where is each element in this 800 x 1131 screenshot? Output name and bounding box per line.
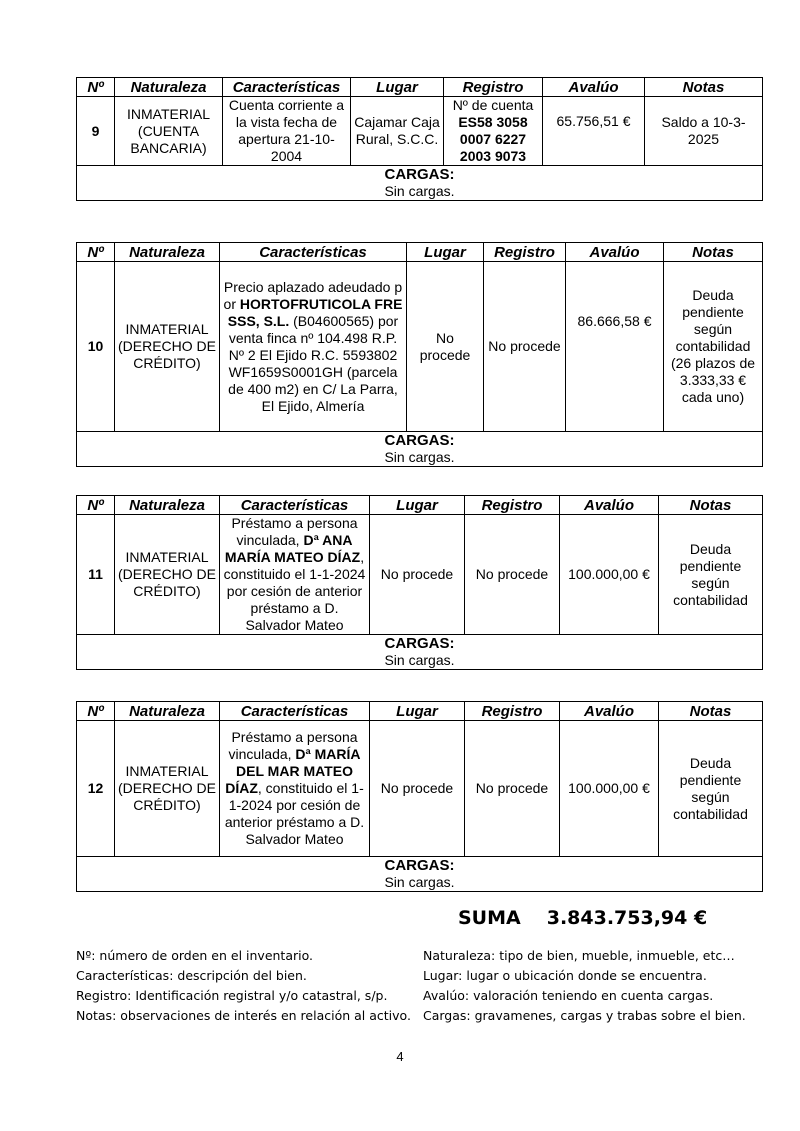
header-caracteristicas: Características [223, 78, 351, 97]
header-avaluo: Avalúo [560, 702, 659, 721]
entry-lugar: Cajamar Caja Rural, S.C.C. [351, 97, 444, 166]
car-text-post: , constituido el 1-1-2024 por cesión de anterior préstamo a D. Salvador Mateo [224, 780, 365, 847]
legend-item: Avalúo: valoración teniendo en cuenta cargas. [423, 988, 714, 1003]
account-number: ES58 3058 0007 6227 2003 9073 [458, 114, 528, 164]
debtor-name: HORTOFRUTICOLA FRESSS, S.L. [227, 295, 403, 329]
header-caracteristicas: Características [220, 702, 370, 721]
entry-registro [444, 97, 543, 166]
cargas-value: Sin cargas. [384, 183, 455, 199]
entry-lugar: No procede [370, 721, 465, 857]
suma-label: SUMA [458, 907, 521, 929]
header-naturaleza: Naturaleza [115, 496, 220, 515]
table-row [77, 97, 763, 166]
cargas-cell [77, 857, 763, 892]
header-registro: Registro [465, 496, 560, 515]
cargas-row [77, 166, 763, 201]
cargas-label: CARGAS: [384, 635, 455, 652]
entry-notas: Deuda pendiente según contabilidad [659, 515, 763, 635]
entry-avaluo: 100.000,00 € [560, 721, 659, 857]
entry-notas: Deuda pendiente según contabilidad [659, 721, 763, 857]
header-notas: Notas [645, 78, 763, 97]
table-header-row [77, 496, 763, 515]
table-header-row [77, 702, 763, 721]
table-header-row [77, 243, 763, 262]
legend-item: Nº: número de orden en el inventario. [76, 948, 314, 963]
legend-item: Notas: observaciones de interés en relación al activo. [76, 1008, 411, 1023]
header-registro: Registro [484, 243, 566, 262]
cargas-row [77, 635, 763, 670]
legend-item: Características: descripción del bien. [76, 968, 307, 983]
header-avaluo: Avalúo [543, 78, 645, 97]
header-naturaleza: Naturaleza [115, 78, 223, 97]
inventory-table-10 [76, 242, 763, 467]
header-num: Nº [77, 78, 115, 97]
entry-caracteristicas: Cuenta corriente a la vista fecha de apertura 21-10-2004 [223, 97, 351, 166]
cargas-value: Sin cargas. [384, 874, 455, 890]
legend-item: Registro: Identificación registral y/o catastral, s/p. [76, 988, 388, 1003]
registro-label: Nº de cuenta [452, 97, 534, 113]
entry-naturaleza: INMATERIAL (DERECHO DE CRÉDITO) [115, 262, 220, 432]
entry-notas: Deuda pendiente según contabilidad (26 plazos de 3.333,33 € cada uno) [664, 262, 763, 432]
entry-naturaleza: INMATERIAL (DERECHO DE CRÉDITO) [115, 515, 220, 635]
entry-num: 12 [77, 721, 115, 857]
car-text-post: , constituido el 1-1-2024 por cesión de anterior préstamo a D. Salvador Mateo [223, 549, 366, 633]
header-naturaleza: Naturaleza [115, 702, 220, 721]
legend-left [76, 946, 411, 1026]
cargas-cell [77, 432, 763, 467]
entry-caracteristicas [220, 262, 407, 432]
header-naturaleza: Naturaleza [115, 243, 220, 262]
legend-right [423, 946, 746, 1026]
entry-registro: No procede [465, 515, 560, 635]
header-notas: Notas [664, 243, 763, 262]
header-caracteristicas: Características [220, 496, 370, 515]
entry-caracteristicas [220, 721, 370, 857]
entry-num: 9 [77, 97, 115, 166]
entry-num: 10 [77, 262, 115, 432]
entry-avaluo: 100.000,00 € [560, 515, 659, 635]
header-num: Nº [77, 496, 115, 515]
person-name: Dª ANA MARÍA MATEO DÍAZ [224, 532, 361, 565]
entry-naturaleza: INMATERIAL (DERECHO DE CRÉDITO) [115, 721, 220, 857]
inventory-table-11 [76, 495, 763, 670]
header-num: Nº [77, 243, 115, 262]
header-lugar: Lugar [370, 496, 465, 515]
page-number: 4 [396, 1049, 404, 1064]
entry-notas: Saldo a 10-3-2025 [645, 97, 763, 166]
cargas-value: Sin cargas. [384, 449, 455, 465]
entry-registro: No procede [484, 262, 566, 432]
car-text-post: (B04600565) por venta finca nº 104.498 R.P. Nº 2 El Ejido R.C. 5593802WF1659S0001GH (parcela de 400 m2) en C/ La Parra, El Ejido, Almería [228, 312, 399, 414]
cargas-cell [77, 635, 763, 670]
legend-item: Cargas: gravamenes, cargas y trabas sobre el bien. [423, 1008, 746, 1023]
header-avaluo: Avalúo [560, 496, 659, 515]
car-text-pre: Préstamo a persona vinculada, [231, 515, 358, 548]
inventory-table-9 [76, 77, 763, 201]
person-name: Dª MARÍA DEL MAR MATEO DÍAZ [225, 746, 361, 796]
cargas-row [77, 857, 763, 892]
table-row [77, 515, 763, 635]
entry-lugar: No procede [370, 515, 465, 635]
cargas-label: CARGAS: [384, 166, 455, 183]
entry-avaluo: 65.756,51 € [543, 97, 645, 166]
header-notas: Notas [659, 702, 763, 721]
car-text-pre: Préstamo a persona vinculada, [228, 729, 358, 762]
header-registro: Registro [465, 702, 560, 721]
legend-item: Naturaleza: tipo de bien, mueble, inmueble, etc… [423, 948, 735, 963]
legend-item: Lugar: lugar o ubicación donde se encuentra. [423, 968, 707, 983]
table-row [77, 262, 763, 432]
car-text-pre: Precio aplazado adeudado por [223, 278, 403, 312]
cargas-value: Sin cargas. [384, 652, 455, 668]
header-registro: Registro [444, 78, 543, 97]
suma-value: 3.843.753,94 € [546, 907, 708, 929]
header-lugar: Lugar [370, 702, 465, 721]
total-sum [458, 907, 707, 929]
header-notas: Notas [659, 496, 763, 515]
table-header-row [77, 78, 763, 97]
cargas-label: CARGAS: [384, 857, 455, 874]
entry-num: 11 [77, 515, 115, 635]
header-caracteristicas: Características [220, 243, 407, 262]
cargas-row [77, 432, 763, 467]
entry-caracteristicas [220, 515, 370, 635]
entry-avaluo: 86.666,58 € [566, 262, 664, 432]
cargas-cell [77, 166, 763, 201]
entry-lugar: No procede [407, 262, 484, 432]
entry-naturaleza: INMATERIAL (CUENTA BANCARIA) [115, 97, 223, 166]
cargas-label: CARGAS: [384, 432, 455, 449]
header-lugar: Lugar [351, 78, 444, 97]
entry-registro: No procede [465, 721, 560, 857]
header-avaluo: Avalúo [566, 243, 664, 262]
header-lugar: Lugar [407, 243, 484, 262]
table-row [77, 721, 763, 857]
inventory-table-12 [76, 701, 763, 892]
header-num: Nº [77, 702, 115, 721]
